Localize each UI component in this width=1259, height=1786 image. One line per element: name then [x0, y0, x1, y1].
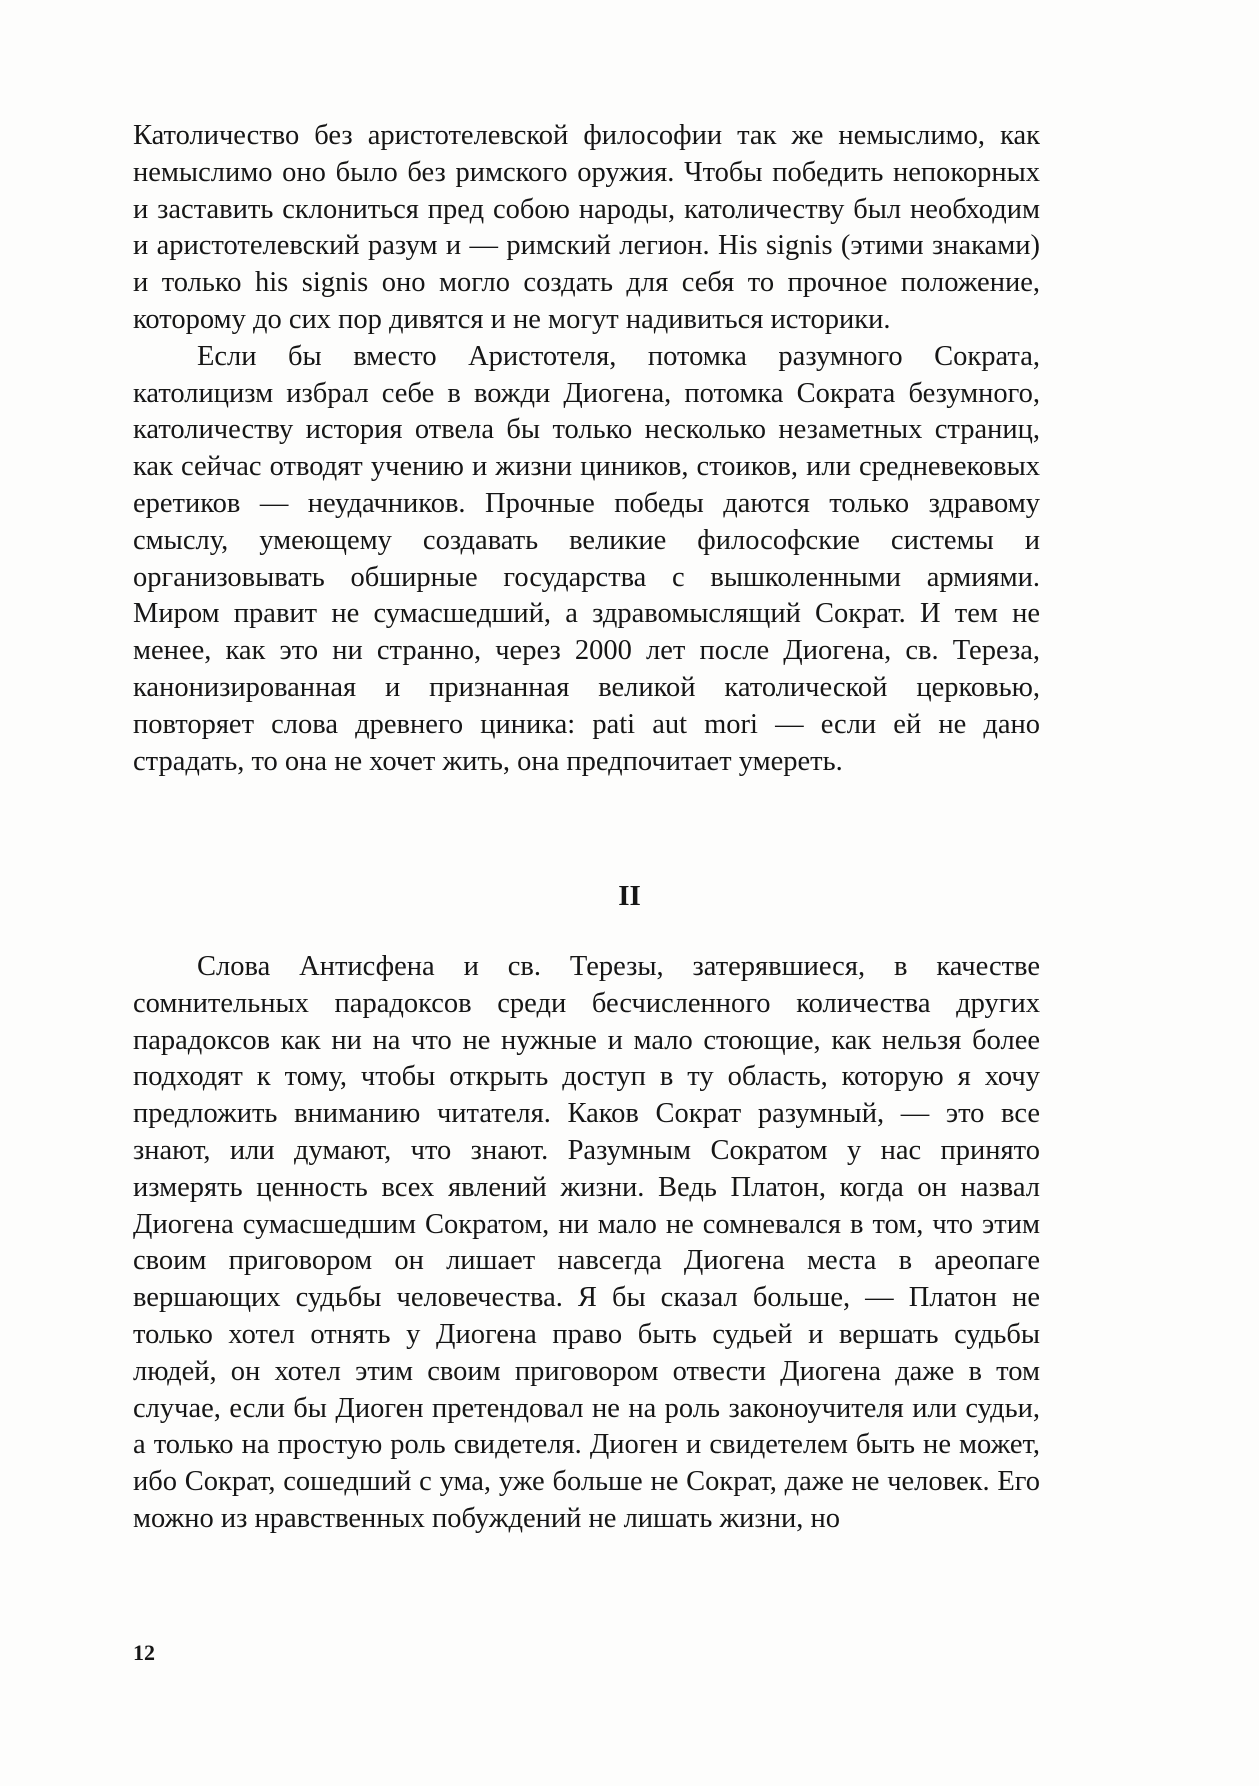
upper-text-block	[133, 118, 1040, 780]
page-number: 12	[133, 1640, 155, 1665]
section-heading: II	[618, 880, 641, 912]
paragraph-2: Если бы вместо Аристотеля, потомка разумного Сократа, католицизм избрал себе в вожди Диогена, потомка Сократа безумного, католичеству история отвела бы только несколько незаметных страниц, как сейчас отводят учению и жизни циников, стоиков, или средневековых еретиков — неудачников. Прочные победы даются только здравому смыслу, умеющему создавать великие философские системы и организовывать обширные государства с вышколенными армиями. Миром правит не сумасшедший, а здравомыслящий Сократ. И тем не менее, как это ни странно, через 2000 лет после Диогена, св. Тереза, канонизированная и признанная великой католической церковью, повторяет слова древнего циника: pati aut mori — если ей не дано страдать, то она не хочет жить, она предпочитает умереть.	[133, 340, 1040, 777]
paragraph-1: Католичество без аристотелевской философии так же немыслимо, как немыслимо оно было без римского оружия. Чтобы победить непокорных и заставить склониться пред собою народы, католичеству был необходим и аристотелевский разум и — римский легион. His signis (этими знаками) и только his signis оно могло создать для себя то прочное положение, которому до сих пор дивятся и не могут надивиться историки.	[133, 120, 1040, 335]
lower-text-block	[133, 949, 1040, 1538]
paragraph-3: Слова Антисфена и св. Терезы, затерявшиеся, в качестве сомнительных парадоксов среди бесчисленного количества других парадоксов как ни на что не нужные и мало стоющие, как нельзя более подходят к тому, чтобы открыть доступ в ту область, которую я хочу предложить вниманию читателя. Каков Сократ разумный, — это все знают, или думают, что знают. Разумным Сократом у нас принято измерять ценность всех явлений жизни. Ведь Платон, когда он назвал Диогена сумасшедшим Сократом, ни мало не сомневался в том, что этим своим приговором он лишает навсегда Диогена места в ареопаге вершающих судьбы человечества. Я бы сказал больше, — Платон не только хотел отнять у Диогена право быть судьей и вершать судьбы людей, он хотел этим своим приговором отвести Диогена даже в том случае, если бы Диоген претендовал не на роль законоучителя или судьи, а только на простую роль свидетеля. Диоген и свидетелем быть не может, ибо Сократ, сошедший с ума, уже больше не Сократ, даже не человек. Его можно из нравственных побуждений не лишать жизни, но	[133, 951, 1040, 1534]
